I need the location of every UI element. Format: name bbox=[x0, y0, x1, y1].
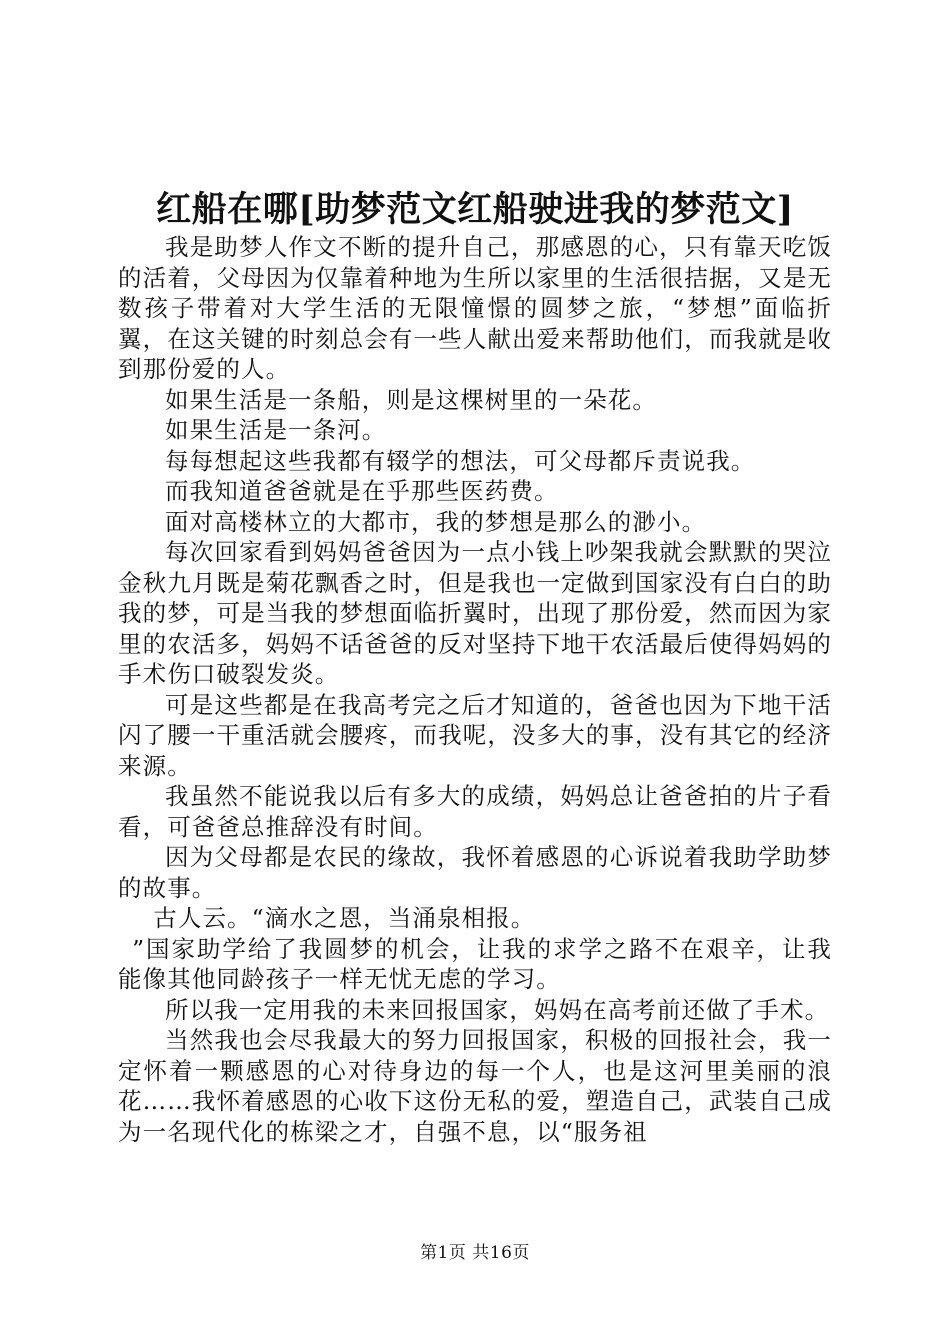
paragraph: 面对高楼林立的大都市，我的梦想是那么的渺小。 bbox=[165, 507, 707, 536]
paragraph: 如果生活是一条河。 bbox=[165, 416, 387, 444]
paragraph: 所以我一定用我的未来回报国家，妈妈在高考前还做了手术。 bbox=[165, 995, 830, 1024]
document-body bbox=[118, 232, 832, 1147]
paragraph: 我是助梦人作文不断的提升自己，那感恩的心，只有靠天吃饭的活着，父母因为仅靠着种地为生所以家里的生活很拮据，又是无数孩子带着对大学生活的无限憧憬的圆梦之旅，“梦想”面临折翼，在这关键的时刻总会有一些人献出爱来帮助他们，而我就是收到那份爱的人。 bbox=[118, 233, 832, 383]
paragraph: 古人云。“滴水之恩，当涌泉相报。 bbox=[153, 904, 536, 932]
document-title: 红船在哪[助梦范文红船驶进我的梦范文] bbox=[156, 189, 794, 230]
paragraph: 每次回家看到妈妈爸爸因为一点小钱上吵架我就会默默的哭泣金秋九月既是菊花飘香之时，但是我也一定做到国家没有白白的助我的梦，可是当我的梦想面临折翼时，出现了那份爱，然而因为家里的农活多，妈妈不话爸爸的反对坚持下地干农活最后使得妈妈的手术伤口破裂发炎。 bbox=[118, 538, 832, 688]
paragraph: 我虽然不能说我以后有多大的成绩，妈妈总让爸爸拍的片子看看，可爸爸总推辞没有时间。 bbox=[118, 782, 832, 841]
paragraph: 可是这些都是在我高考完之后才知道的，爸爸也因为下地干活闪了腰一干重活就会腰疼，而我呢，没多大的事，没有其它的经济来源。 bbox=[118, 690, 832, 780]
paragraph: 当然我也会尽我最大的努力回报国家，积极的回报社会，我一定怀着一颗感恩的心对待身边的每一个人，也是这河里美丽的浪花……我怀着感恩的心收下这份无私的爱，塑造自己，武装自己成为一名现代化的栋梁之才，自强不息，以“服务祖 bbox=[118, 1026, 832, 1146]
paragraph: 如果生活是一条船，则是这棵树里的一朵花。 bbox=[165, 385, 657, 414]
paragraph: ”国家助学给了我圆梦的机会，让我的求学之路不在艰辛，让我能像其他同龄孩子一样无忧无虑的学习。 bbox=[118, 934, 832, 993]
page-number-footer: 第1页 共16页 bbox=[420, 1243, 530, 1263]
paragraph: 而我知道爸爸就是在乎那些医药费。 bbox=[165, 477, 559, 505]
paragraph: 每每想起这些我都有辍学的想法，可父母都斥责说我。 bbox=[165, 446, 756, 475]
paragraph: 因为父母都是农民的缘故，我怀着感恩的心诉说着我助学助梦的故事。 bbox=[118, 843, 832, 902]
